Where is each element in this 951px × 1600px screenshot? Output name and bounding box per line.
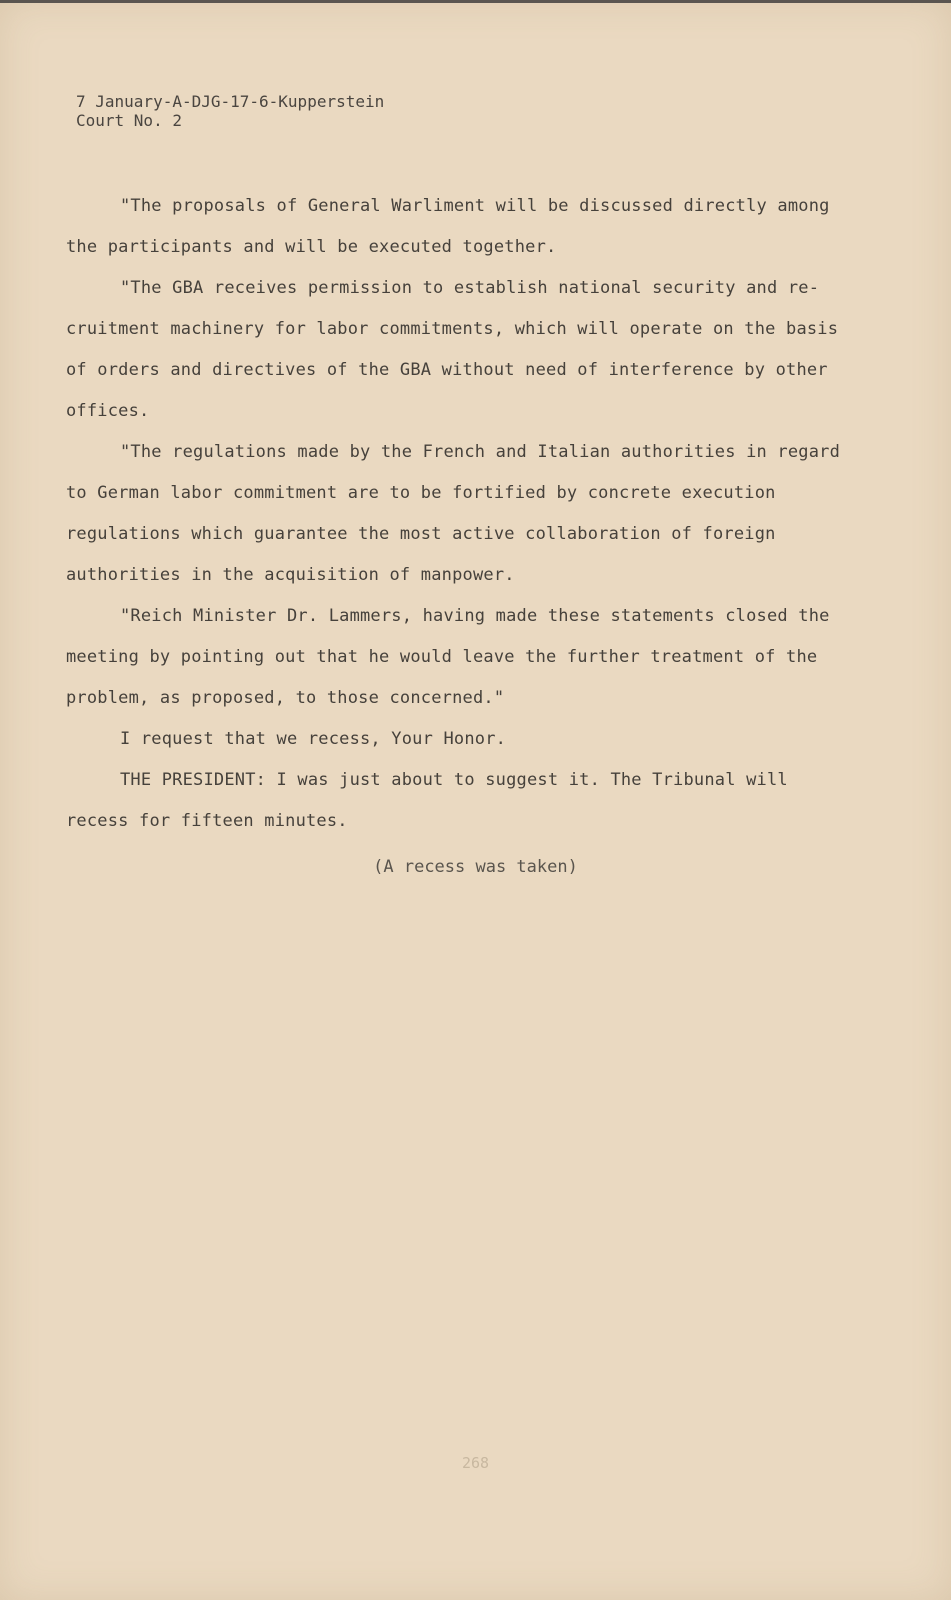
header-reference: 7 January-A-DJG-17-6-Kupperstein [76,92,385,111]
paragraph-proposals: "The proposals of General Warliment will be discussed directly among the participants and will be executed together. [66,196,830,257]
page-top-edge [0,0,951,3]
document-header [76,92,384,130]
header-court: Court No. 2 [76,111,182,130]
recess-note: (A recess was taken) [373,857,578,877]
page-number: 268 [461,1454,490,1472]
paragraph-gba-permission: "The GBA receives permission to establish national security and re-cruitment machinery for labor commitments, which will operate on the basis of orders and directives of the GBA without need of interference by other offices. [66,278,839,421]
paragraph-recess-request: I request that we recess, Your Honor. [120,729,507,749]
paragraph-lammers: "Reich Minister Dr. Lammers, having made these statements closed the meeting by pointing out that he would leave the further treatment of the problem, as proposed, to those concerned." [66,606,830,708]
paragraph-regulations: "The regulations made by the French and Italian authorities in regard to German labor commitment are to be fortified by concrete execution regulations which guarantee the most active collaboration of foreign authorities in the acquisition of manpower. [66,442,841,585]
paragraph-president: THE PRESIDENT: I was just about to suggest it. The Tribunal will recess for fifteen minutes. [66,770,788,831]
document-body [66,186,846,842]
